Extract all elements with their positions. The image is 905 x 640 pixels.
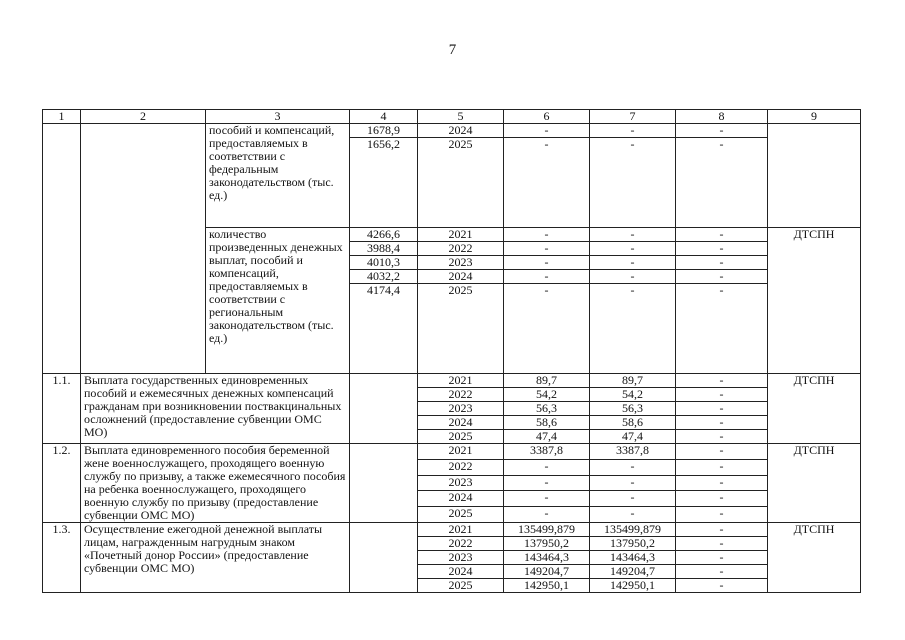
amount-cell: 47,4 xyxy=(590,430,676,444)
amount-cell: 149204,7 xyxy=(590,565,676,579)
year-cell: 2025 xyxy=(418,507,504,523)
amount-cell: - xyxy=(676,242,768,256)
number-cell xyxy=(43,124,81,374)
amount-cell: 143464,3 xyxy=(504,551,590,565)
amount-cell: - xyxy=(676,579,768,593)
header-cell: 3 xyxy=(206,110,350,124)
year-cell: 2024 xyxy=(418,416,504,430)
amount-cell: - xyxy=(676,270,768,284)
section-number: 1.3. xyxy=(43,523,81,593)
amount-cell: - xyxy=(504,242,590,256)
amount-cell: - xyxy=(676,138,768,228)
amount-cell: - xyxy=(504,507,590,523)
year-cell: 2023 xyxy=(418,475,504,491)
amount-cell: - xyxy=(590,138,676,228)
header-cell: 6 xyxy=(504,110,590,124)
value-cell: 4032,2 xyxy=(350,270,418,284)
amount-cell: - xyxy=(504,459,590,475)
value-cell: 1656,2 xyxy=(350,138,418,228)
amount-cell: 137950,2 xyxy=(590,537,676,551)
amount-cell: 58,6 xyxy=(504,416,590,430)
amount-cell: - xyxy=(590,459,676,475)
year-cell: 2025 xyxy=(418,138,504,228)
amount-cell: 56,3 xyxy=(590,402,676,416)
amount-cell: - xyxy=(676,551,768,565)
page-number: 7 xyxy=(448,42,457,58)
amount-cell: - xyxy=(590,270,676,284)
section-number: 1.1. xyxy=(43,374,81,444)
table-body xyxy=(43,110,861,593)
value-cell: 3988,4 xyxy=(350,242,418,256)
amount-cell: - xyxy=(676,124,768,138)
amount-cell: - xyxy=(504,475,590,491)
table-row xyxy=(43,444,861,460)
amount-cell: - xyxy=(676,491,768,507)
amount-cell: - xyxy=(676,402,768,416)
responsible-cell: ДТСПН xyxy=(768,444,861,523)
header-cell: 7 xyxy=(590,110,676,124)
amount-cell: 135499,879 xyxy=(504,523,590,537)
amount-cell: - xyxy=(590,228,676,242)
header-cell: 2 xyxy=(81,110,206,124)
amount-cell: - xyxy=(590,491,676,507)
header-cell: 1 xyxy=(43,110,81,124)
amount-cell: 3387,8 xyxy=(504,444,590,460)
table-row xyxy=(43,124,861,138)
activity-cell xyxy=(81,124,206,374)
value-cell xyxy=(350,444,418,523)
amount-cell: - xyxy=(504,124,590,138)
responsible-cell xyxy=(768,124,861,228)
amount-cell: - xyxy=(590,242,676,256)
amount-cell: - xyxy=(504,228,590,242)
amount-cell: - xyxy=(676,430,768,444)
amount-cell: - xyxy=(676,374,768,388)
amount-cell: - xyxy=(676,388,768,402)
value-cell xyxy=(350,374,418,444)
amount-cell: 142950,1 xyxy=(590,579,676,593)
amount-cell: 135499,879 xyxy=(590,523,676,537)
year-cell: 2022 xyxy=(418,388,504,402)
year-cell: 2021 xyxy=(418,523,504,537)
amount-cell: - xyxy=(504,270,590,284)
value-cell: 4174,4 xyxy=(350,284,418,374)
year-cell: 2022 xyxy=(418,242,504,256)
amount-cell: - xyxy=(590,256,676,270)
year-cell: 2025 xyxy=(418,430,504,444)
amount-cell: - xyxy=(676,416,768,430)
amount-cell: 58,6 xyxy=(590,416,676,430)
year-cell: 2025 xyxy=(418,284,504,374)
header-cell: 9 xyxy=(768,110,861,124)
amount-cell: 47,4 xyxy=(504,430,590,444)
table-row xyxy=(43,523,861,537)
value-cell: 1678,9 xyxy=(350,124,418,138)
header-cell: 8 xyxy=(676,110,768,124)
amount-cell: - xyxy=(590,475,676,491)
year-cell: 2023 xyxy=(418,551,504,565)
table-row xyxy=(43,374,861,388)
section-description: Выплата государственных единовременных пособий и ежемесячных денежных компенсаций гражданам при возникновении поствакцинальных осложнений (предоставление субвенции ОМС МО) xyxy=(81,374,350,444)
value-cell xyxy=(350,523,418,593)
amount-cell: 142950,1 xyxy=(504,579,590,593)
amount-cell: 54,2 xyxy=(504,388,590,402)
amount-cell: 56,3 xyxy=(504,402,590,416)
amount-cell: 89,7 xyxy=(590,374,676,388)
amount-cell: - xyxy=(676,523,768,537)
amount-cell: - xyxy=(504,284,590,374)
amount-cell: 149204,7 xyxy=(504,565,590,579)
year-cell: 2021 xyxy=(418,444,504,460)
amount-cell: 143464,3 xyxy=(590,551,676,565)
section-number: 1.2. xyxy=(43,444,81,523)
amount-cell: - xyxy=(676,565,768,579)
year-cell: 2025 xyxy=(418,579,504,593)
year-cell: 2024 xyxy=(418,270,504,284)
amount-cell: 3387,8 xyxy=(590,444,676,460)
header-cell: 4 xyxy=(350,110,418,124)
value-cell: 4010,3 xyxy=(350,256,418,270)
indicator-text: пособий и компенсаций, предоставляемых в соответствии с федеральным законодательством (тыс. ед.) xyxy=(206,124,350,228)
amount-cell: - xyxy=(590,507,676,523)
year-cell: 2021 xyxy=(418,228,504,242)
program-table xyxy=(42,109,861,593)
year-cell: 2023 xyxy=(418,402,504,416)
amount-cell: - xyxy=(676,444,768,460)
amount-cell: - xyxy=(676,284,768,374)
amount-cell: - xyxy=(590,284,676,374)
amount-cell: - xyxy=(590,124,676,138)
year-cell: 2022 xyxy=(418,459,504,475)
amount-cell: - xyxy=(676,459,768,475)
section-description: Выплата единовременного пособия беременной жене военнослужащего, проходящего военную службу по призыву, а также ежемесячного пособия на ребенка военнослужащего, проходящего военную службу по призыву (предоставление субвенции ОМС МО) xyxy=(81,444,350,523)
amount-cell: 54,2 xyxy=(590,388,676,402)
amount-cell: 89,7 xyxy=(504,374,590,388)
amount-cell: - xyxy=(504,138,590,228)
header-row xyxy=(43,110,861,124)
year-cell: 2024 xyxy=(418,491,504,507)
header-cell: 5 xyxy=(418,110,504,124)
amount-cell: 137950,2 xyxy=(504,537,590,551)
responsible-cell: ДТСПН xyxy=(768,228,861,374)
year-cell: 2022 xyxy=(418,537,504,551)
indicator-text: количество произведенных денежных выплат, пособий и компенсаций, предоставляемых в соответствии с региональным законодательством (тыс. ед.) xyxy=(206,228,350,374)
amount-cell: - xyxy=(676,537,768,551)
amount-cell: - xyxy=(676,228,768,242)
year-cell: 2024 xyxy=(418,124,504,138)
section-description: Осуществление ежегодной денежной выплаты лицам, награжденным нагрудным знаком «Почетный донор России» (предоставление субвенции ОМС МО) xyxy=(81,523,350,593)
responsible-cell: ДТСПН xyxy=(768,374,861,444)
year-cell: 2021 xyxy=(418,374,504,388)
year-cell: 2023 xyxy=(418,256,504,270)
amount-cell: - xyxy=(676,507,768,523)
value-cell: 4266,6 xyxy=(350,228,418,242)
amount-cell: - xyxy=(504,256,590,270)
responsible-cell: ДТСПН xyxy=(768,523,861,593)
amount-cell: - xyxy=(676,256,768,270)
amount-cell: - xyxy=(504,491,590,507)
amount-cell: - xyxy=(676,475,768,491)
year-cell: 2024 xyxy=(418,565,504,579)
